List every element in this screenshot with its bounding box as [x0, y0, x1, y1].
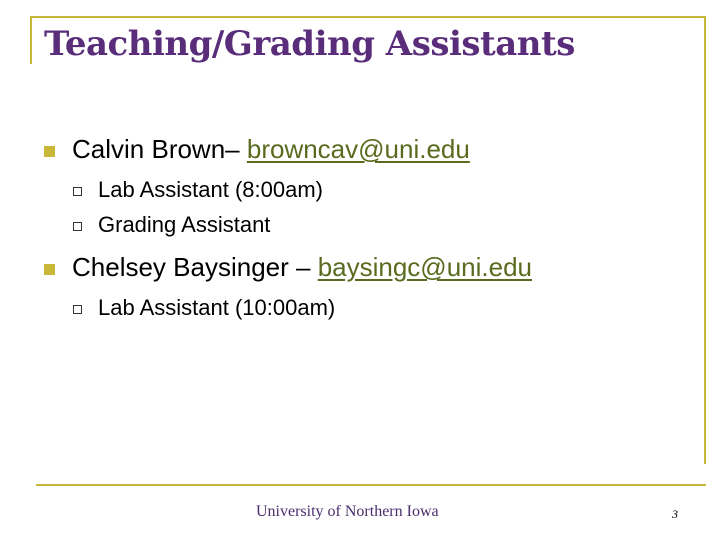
square-bullet-icon: [44, 146, 55, 157]
sub-item: Lab Assistant (10:00am): [98, 295, 336, 320]
page-number: 3: [672, 507, 678, 521]
slide-title: Teaching/Grading Assistants: [44, 24, 575, 64]
sub-item: Grading Assistant: [98, 212, 271, 237]
footer-divider: [36, 484, 706, 486]
list-item-chelsey-baysinger: [72, 252, 532, 283]
email-link[interactable]: baysingc@uni.edu: [317, 252, 532, 282]
person-name: Calvin Brown–: [72, 134, 247, 164]
list-item-calvin-brown: [72, 134, 470, 165]
right-border-line: [704, 16, 706, 464]
left-border-line: [30, 16, 32, 64]
email-link[interactable]: browncav@uni.edu: [246, 134, 470, 164]
hollow-square-bullet-icon: [73, 305, 82, 314]
person-name: Chelsey Baysinger –: [72, 252, 318, 282]
square-bullet-icon: [44, 264, 55, 275]
footer-text: University of Northern Iowa: [256, 503, 439, 520]
hollow-square-bullet-icon: [73, 187, 82, 196]
top-border-line: [30, 16, 706, 18]
hollow-square-bullet-icon: [73, 222, 82, 231]
sub-item: Lab Assistant (8:00am): [98, 177, 324, 202]
